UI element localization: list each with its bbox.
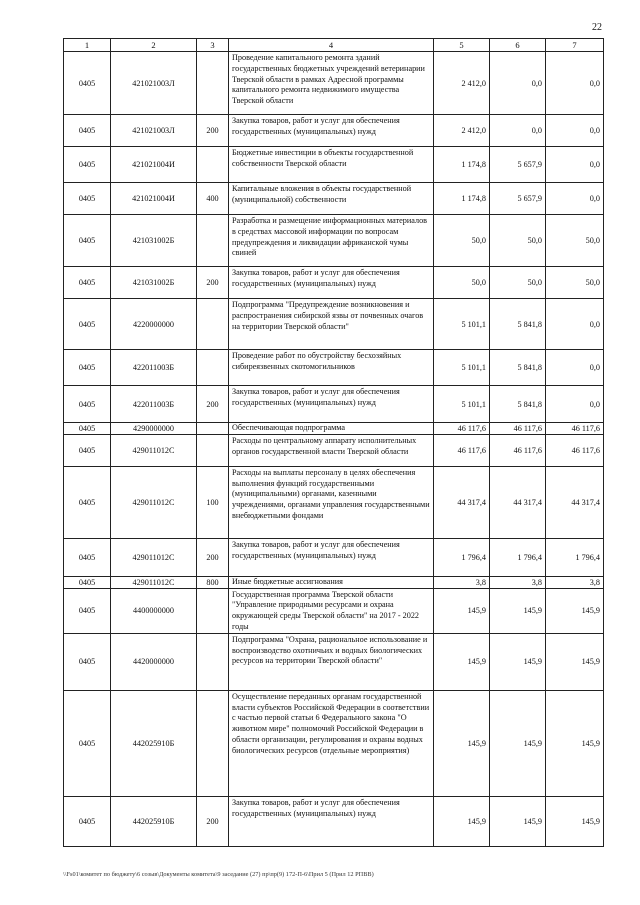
cell-c6: 46 117,6 [490, 434, 546, 466]
table-row [64, 576, 604, 588]
cell-c3: 400 [197, 183, 229, 215]
cell-c7: 3,8 [546, 576, 604, 588]
cell-c6: 145,9 [490, 633, 546, 690]
cell-c5: 5 101,1 [434, 299, 490, 350]
cell-c5: 1 174,8 [434, 147, 490, 183]
cell-c2: 442025910Б [111, 690, 197, 796]
cell-c7: 0,0 [546, 147, 604, 183]
cell-c7: 0,0 [546, 52, 604, 115]
cell-c2: 4290000000 [111, 423, 197, 435]
cell-c4: Закупка товаров, работ и услуг для обеспечения государственных (муниципальных) нужд [229, 538, 434, 576]
cell-c5: 5 101,1 [434, 386, 490, 423]
cell-c4: Закупка товаров, работ и услуг для обеспечения государственных (муниципальных) нужд [229, 796, 434, 846]
cell-c6: 5 841,8 [490, 386, 546, 423]
cell-c1: 0405 [64, 690, 111, 796]
cell-c7: 1 796,4 [546, 538, 604, 576]
table-row [64, 588, 604, 633]
cell-c3 [197, 215, 229, 267]
cell-c7: 0,0 [546, 183, 604, 215]
cell-c2: 4400000000 [111, 588, 197, 633]
cell-c3 [197, 299, 229, 350]
cell-c1: 0405 [64, 183, 111, 215]
cell-c6: 145,9 [490, 690, 546, 796]
table-row [64, 115, 604, 147]
table-row [64, 538, 604, 576]
cell-c3 [197, 423, 229, 435]
cell-c5: 2 412,0 [434, 115, 490, 147]
cell-c1: 0405 [64, 423, 111, 435]
cell-c6: 0,0 [490, 52, 546, 115]
cell-c2: 421021003Л [111, 52, 197, 115]
cell-c7: 145,9 [546, 588, 604, 633]
cell-c1: 0405 [64, 434, 111, 466]
cell-c6: 3,8 [490, 576, 546, 588]
cell-c7: 46 117,6 [546, 423, 604, 435]
cell-c5: 5 101,1 [434, 350, 490, 386]
cell-c1: 0405 [64, 299, 111, 350]
cell-c4: Закупка товаров, работ и услуг для обеспечения государственных (муниципальных) нужд [229, 115, 434, 147]
cell-c3 [197, 434, 229, 466]
cell-c6: 44 317,4 [490, 466, 546, 538]
cell-c2: 442025910Б [111, 796, 197, 846]
cell-c2: 422011003Б [111, 386, 197, 423]
cell-c2: 422011003Б [111, 350, 197, 386]
cell-c3: 200 [197, 267, 229, 299]
header-cell: 6 [490, 39, 546, 52]
cell-c2: 421021004И [111, 147, 197, 183]
cell-c6: 0,0 [490, 115, 546, 147]
cell-c4: Осуществление переданных органам государственной власти субъектов Российской Федерации в соответствии с частью первой статьи 6 Федерального закона "О животном мире" полномочий Российской Федерации в области организации, регулирования и охраны водных биологических ресурсов (отдельные мероприятия) [229, 690, 434, 796]
cell-c4: Расходы по центральному аппарату исполнительных органов государственной власти Тверской области [229, 434, 434, 466]
header-cell: 2 [111, 39, 197, 52]
cell-c1: 0405 [64, 588, 111, 633]
cell-c6: 1 796,4 [490, 538, 546, 576]
cell-c5: 50,0 [434, 267, 490, 299]
header-cell: 1 [64, 39, 111, 52]
cell-c2: 4420000000 [111, 633, 197, 690]
cell-c7: 145,9 [546, 690, 604, 796]
table-row [64, 466, 604, 538]
cell-c5: 145,9 [434, 690, 490, 796]
cell-c3 [197, 588, 229, 633]
cell-c3: 200 [197, 796, 229, 846]
cell-c4: Подпрограмма "Охрана, рациональное использование и воспроизводство охотничьих и водных биологических ресурсов на территории Тверской области" [229, 633, 434, 690]
cell-c4: Обеспечивающая подпрограмма [229, 423, 434, 435]
cell-c2: 429011012С [111, 434, 197, 466]
cell-c6: 50,0 [490, 215, 546, 267]
table-row [64, 147, 604, 183]
cell-c3: 800 [197, 576, 229, 588]
cell-c1: 0405 [64, 386, 111, 423]
cell-c4: Подпрограмма "Предупреждение возникновения и распространения сибирской язвы от почвенных очагов на территории Тверской области" [229, 299, 434, 350]
table-row [64, 52, 604, 115]
cell-c5: 145,9 [434, 588, 490, 633]
page-number: 22 [592, 22, 602, 33]
cell-c2: 421021003Л [111, 115, 197, 147]
cell-c6: 145,9 [490, 796, 546, 846]
cell-c1: 0405 [64, 147, 111, 183]
cell-c7: 145,9 [546, 796, 604, 846]
cell-c1: 0405 [64, 52, 111, 115]
table-header-row [64, 39, 604, 52]
cell-c4: Государственная программа Тверской области "Управление природными ресурсами и охрана окружающей среды Тверской области" на 2017 - 2022 годы [229, 588, 434, 633]
cell-c1: 0405 [64, 115, 111, 147]
cell-c1: 0405 [64, 215, 111, 267]
cell-c3 [197, 52, 229, 115]
cell-c5: 46 117,6 [434, 434, 490, 466]
cell-c2: 421031002Б [111, 215, 197, 267]
cell-c3: 200 [197, 538, 229, 576]
cell-c1: 0405 [64, 576, 111, 588]
cell-c2: 429011012С [111, 538, 197, 576]
cell-c4: Разработка и размещение информационных материалов в средствах массовой информации по вопросам предупреждения и ликвидации африканской чумы свиней [229, 215, 434, 267]
cell-c5: 145,9 [434, 633, 490, 690]
cell-c3 [197, 147, 229, 183]
cell-c7: 0,0 [546, 115, 604, 147]
cell-c2: 421031002Б [111, 267, 197, 299]
cell-c3 [197, 633, 229, 690]
cell-c5: 3,8 [434, 576, 490, 588]
cell-c4: Проведение работ по обустройству бесхозяйных сибиреязвенных скотомогильников [229, 350, 434, 386]
cell-c3: 100 [197, 466, 229, 538]
footer-file-path: \\Fs01\комитет по бюджету\6 созыв\Документы комитета\9 заседание (27) пр\пр(9) 172-П-6\Прил 5 (Прил 12 РПВВ) [63, 871, 374, 878]
cell-c4: Проведение капитального ремонта зданий государственных бюджетных учреждений ветеринарии Тверской области в рамках Адресной программы капитального ремонта недвижимого имущества Тверской области [229, 52, 434, 115]
table-row [64, 690, 604, 796]
table-row [64, 183, 604, 215]
cell-c7: 0,0 [546, 386, 604, 423]
table-row [64, 350, 604, 386]
table-row [64, 434, 604, 466]
cell-c7: 145,9 [546, 633, 604, 690]
cell-c7: 44 317,4 [546, 466, 604, 538]
cell-c5: 1 174,8 [434, 183, 490, 215]
cell-c4: Бюджетные инвестиции в объекты государственной собственности Тверской области [229, 147, 434, 183]
cell-c1: 0405 [64, 267, 111, 299]
cell-c5: 44 317,4 [434, 466, 490, 538]
cell-c6: 46 117,6 [490, 423, 546, 435]
cell-c1: 0405 [64, 466, 111, 538]
cell-c3: 200 [197, 386, 229, 423]
table-row [64, 267, 604, 299]
header-cell: 5 [434, 39, 490, 52]
table-row [64, 215, 604, 267]
cell-c1: 0405 [64, 633, 111, 690]
cell-c4: Капитальные вложения в объекты государственной (муниципальной) собственности [229, 183, 434, 215]
cell-c5: 2 412,0 [434, 52, 490, 115]
cell-c6: 145,9 [490, 588, 546, 633]
cell-c6: 5 841,8 [490, 299, 546, 350]
cell-c2: 4220000000 [111, 299, 197, 350]
cell-c7: 0,0 [546, 350, 604, 386]
cell-c4: Иные бюджетные ассигнования [229, 576, 434, 588]
cell-c4: Закупка товаров, работ и услуг для обеспечения государственных (муниципальных) нужд [229, 267, 434, 299]
cell-c3 [197, 350, 229, 386]
cell-c2: 429011012С [111, 576, 197, 588]
cell-c1: 0405 [64, 796, 111, 846]
cell-c6: 5 841,8 [490, 350, 546, 386]
cell-c5: 50,0 [434, 215, 490, 267]
header-cell: 7 [546, 39, 604, 52]
cell-c6: 50,0 [490, 267, 546, 299]
cell-c6: 5 657,9 [490, 147, 546, 183]
header-cell: 4 [229, 39, 434, 52]
table-row [64, 796, 604, 846]
cell-c5: 145,9 [434, 796, 490, 846]
cell-c7: 46 117,6 [546, 434, 604, 466]
cell-c3: 200 [197, 115, 229, 147]
cell-c3 [197, 690, 229, 796]
cell-c1: 0405 [64, 350, 111, 386]
cell-c4: Закупка товаров, работ и услуг для обеспечения государственных (муниципальных) нужд [229, 386, 434, 423]
table-row [64, 423, 604, 435]
cell-c5: 46 117,6 [434, 423, 490, 435]
cell-c5: 1 796,4 [434, 538, 490, 576]
cell-c7: 50,0 [546, 267, 604, 299]
table-row [64, 386, 604, 423]
budget-table [63, 38, 604, 847]
cell-c7: 0,0 [546, 299, 604, 350]
cell-c1: 0405 [64, 538, 111, 576]
cell-c2: 421021004И [111, 183, 197, 215]
cell-c4: Расходы на выплаты персоналу в целях обеспечения выполнения функций государственными (муниципальными) органами, казенными учреждениями, органами управления государственными внебюджетными фондами [229, 466, 434, 538]
table-row [64, 299, 604, 350]
cell-c2: 429011012С [111, 466, 197, 538]
cell-c7: 50,0 [546, 215, 604, 267]
cell-c6: 5 657,9 [490, 183, 546, 215]
table-row [64, 633, 604, 690]
header-cell: 3 [197, 39, 229, 52]
